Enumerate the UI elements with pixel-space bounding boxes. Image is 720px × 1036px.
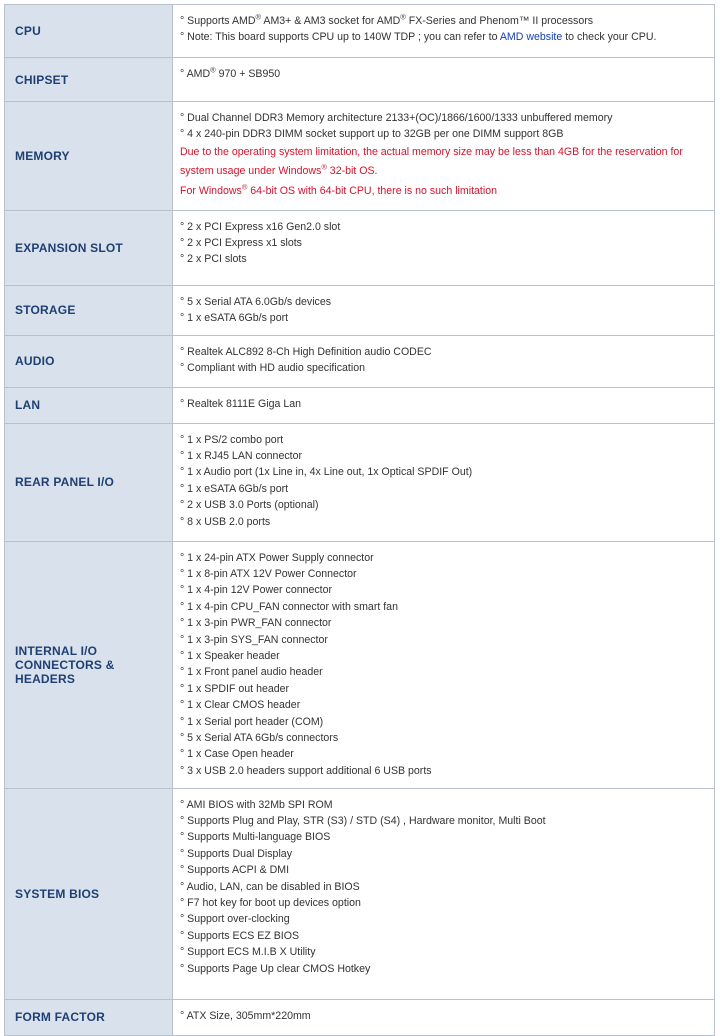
spec-text: ° Audio, LAN, can be disabled in BIOS: [180, 880, 360, 893]
spec-line: [180, 746, 708, 762]
spec-text: ° 5 x Serial ATA 6.0Gb/s devices: [180, 295, 332, 308]
spec-line: [180, 862, 708, 878]
spec-text: AM3+ & AM3 socket for AMD: [261, 15, 401, 27]
spec-label: CPU: [5, 5, 173, 58]
spec-line: [180, 13, 708, 29]
spec-line: [180, 464, 708, 480]
spec-value: [173, 541, 715, 788]
spec-label: REAR PANEL I/O: [5, 423, 173, 541]
spec-line: [180, 730, 708, 746]
spec-line: [180, 911, 708, 927]
spec-label: LAN: [5, 387, 173, 423]
spec-label: CHIPSET: [5, 58, 173, 102]
spec-text: ° 2 x PCI Express x16 Gen2.0 slot: [180, 220, 341, 233]
spec-text: ° 4 x 240-pin DDR3 DIMM socket support up to 32GB per one DIMM support 8GB: [180, 128, 564, 141]
spec-line: [180, 29, 708, 45]
spec-row: [5, 210, 715, 285]
spec-text: ° Supports AMD: [180, 15, 256, 27]
spec-text: ° 1 x Clear CMOS header: [180, 699, 301, 712]
spec-line: [180, 599, 708, 615]
spec-value: [173, 210, 715, 285]
spec-line: [180, 632, 708, 648]
spec-text: ° 5 x Serial ATA 6Gb/s connectors: [180, 732, 339, 745]
spec-line: [180, 251, 708, 267]
spec-line: [180, 648, 708, 664]
spec-text: ° 1 x Audio port (1x Line in, 4x Line out, 1x Optical SPDIF Out): [180, 466, 473, 479]
registered-mark: ®: [255, 12, 262, 22]
spec-text: ° Support ECS M.I.B X Utility: [180, 946, 316, 959]
spec-line: [180, 66, 708, 82]
spec-label: EXPANSION SLOT: [5, 210, 173, 285]
spec-text: ° 1 x 8-pin ATX 12V Power Connector: [180, 568, 357, 580]
spec-text: ° AMD: [180, 68, 211, 80]
amd-website-link[interactable]: AMD website: [499, 31, 563, 44]
spec-label: STORAGE: [5, 285, 173, 335]
spec-value: [173, 58, 715, 102]
spec-text: ° 1 x RJ45 LAN connector: [180, 450, 303, 462]
spec-line: [180, 344, 708, 360]
spec-text: ° Supports Plug and Play, STR (S3) / STD (S4) , Hardware monitor, Multi Boot: [180, 815, 546, 827]
spec-line: [180, 763, 708, 779]
spec-text: ° 1 x eSATA 6Gb/s port: [180, 482, 289, 495]
spec-label: INTERNAL I/O CONNECTORS & HEADERS: [5, 541, 173, 788]
spec-text: ° Supports Page Up clear CMOS Hotkey: [180, 962, 371, 975]
spec-row: [5, 335, 715, 387]
spec-line: [180, 944, 708, 960]
spec-line: [180, 829, 708, 845]
spec-text: 32-bit OS.: [326, 165, 378, 178]
spec-row: [5, 5, 715, 58]
spec-text: ° 3 x USB 2.0 headers support additional 6 USB ports: [180, 764, 432, 777]
spec-line: [180, 1008, 708, 1024]
spec-text: ° F7 hot key for boot up devices option: [180, 897, 361, 910]
spec-text: ° 1 x 24-pin ATX Power Supply connector: [180, 551, 374, 564]
spec-line: [180, 481, 708, 497]
spec-line: [180, 928, 708, 944]
spec-line: [180, 110, 708, 126]
spec-line: [180, 432, 708, 448]
spec-text: ° 1 x 4-pin 12V Power connector: [180, 584, 333, 597]
spec-line: [180, 294, 708, 310]
spec-row: [5, 541, 715, 788]
spec-row: [5, 387, 715, 423]
spec-line: [180, 797, 708, 813]
spec-line: [180, 566, 708, 582]
spec-line: [180, 219, 708, 235]
spec-note-line: [180, 143, 708, 163]
spec-line: [180, 879, 708, 895]
spec-value: [173, 788, 715, 999]
spec-text: ° 1 x Serial port header (COM): [180, 715, 324, 728]
spec-line: [180, 448, 708, 464]
spec-text: to check your CPU.: [562, 31, 657, 44]
spec-text: system usage under Windows: [180, 165, 322, 178]
spec-label: FORM FACTOR: [5, 999, 173, 1035]
spec-text: ° Supports ECS EZ BIOS: [180, 929, 300, 942]
spec-line: [180, 360, 708, 376]
spec-text: ° Supports ACPI & DMI: [180, 864, 290, 877]
spec-value: [173, 285, 715, 335]
spec-text: ° 1 x 3-pin PWR_FAN connector: [180, 617, 332, 630]
spec-value: [173, 999, 715, 1035]
spec-line: [180, 310, 708, 326]
spec-line: [180, 895, 708, 911]
spec-line: [180, 961, 708, 977]
spec-line: [180, 697, 708, 713]
spec-note-line: [180, 182, 708, 202]
spec-value: [173, 423, 715, 541]
registered-mark: ®: [241, 182, 248, 192]
spec-row: [5, 788, 715, 999]
spec-line: [180, 846, 708, 862]
spec-text: ° Supports Dual Display: [180, 847, 292, 860]
spec-text: ° Realtek ALC892 8-Ch High Definition audio CODEC: [180, 345, 432, 358]
spec-text: 970 + SB950: [215, 68, 281, 80]
spec-text: FX-Series and Phenom™ II processors: [405, 15, 594, 27]
spec-line: [180, 396, 708, 412]
spec-text: ° 1 x 4-pin CPU_FAN connector with smart fan: [180, 600, 398, 613]
spec-line: [180, 550, 708, 566]
spec-text: For Windows: [180, 185, 242, 197]
spec-line: [180, 681, 708, 697]
spec-text: ° 1 x 3-pin SYS_FAN connector: [180, 633, 328, 646]
spec-value: [173, 102, 715, 211]
spec-text: ° Compliant with HD audio specification: [180, 362, 366, 374]
spec-text: ° 1 x eSATA 6Gb/s port: [180, 312, 289, 324]
spec-line: [180, 615, 708, 631]
registered-mark: ®: [210, 65, 216, 75]
spec-line: [180, 126, 708, 142]
spec-value: [173, 335, 715, 387]
spec-line: [180, 235, 708, 251]
spec-label: SYSTEM BIOS: [5, 788, 173, 999]
spec-line: [180, 497, 708, 513]
spec-text: Due to the operating system limitation, the actual memory size may be less than 4GB for the reservation for: [180, 145, 683, 158]
spec-row: [5, 285, 715, 335]
spec-row: [5, 999, 715, 1035]
spec-text: ° Dual Channel DDR3 Memory architecture 2133+(OC)/1866/1600/1333 unbuffered memory: [180, 112, 613, 124]
spec-row: [5, 423, 715, 541]
spec-line: [180, 714, 708, 730]
spec-line: [180, 582, 708, 598]
spec-text: ° 2 x PCI Express x1 slots: [180, 237, 302, 249]
spec-text: ° 1 x SPDIF out header: [180, 682, 290, 695]
registered-mark: ®: [321, 162, 327, 172]
spec-text: ° 1 x PS/2 combo port: [180, 433, 284, 446]
spec-text: ° 1 x Speaker header: [180, 650, 280, 663]
spec-text: ° 1 x Front panel audio header: [180, 666, 323, 679]
spec-line: [180, 813, 708, 829]
spec-table: [4, 4, 715, 1036]
spec-row: [5, 58, 715, 102]
spec-value: [173, 387, 715, 423]
spec-line: [180, 514, 708, 530]
spec-text: 64-bit OS with 64-bit CPU, there is no such limitation: [247, 185, 497, 197]
spec-text: ° Supports Multi-language BIOS: [180, 831, 331, 844]
spec-text: ° Realtek 8111E Giga Lan: [180, 397, 302, 410]
spec-text: ° Support over-clocking: [180, 913, 290, 926]
spec-text: ° 2 x USB 3.0 Ports (optional): [180, 499, 319, 512]
spec-value: [173, 5, 715, 58]
spec-row: [5, 102, 715, 211]
spec-table-body: [5, 5, 715, 1036]
spec-text: ° 2 x PCI slots: [180, 253, 247, 266]
spec-note-line: [180, 162, 708, 182]
spec-line: [180, 664, 708, 680]
spec-label: MEMORY: [5, 102, 173, 211]
spec-text: ° Note: This board supports CPU up to 140W TDP ; you can refer to: [180, 31, 500, 44]
spec-text: ° AMI BIOS with 32Mb SPI ROM: [180, 798, 333, 811]
spec-text: ° 8 x USB 2.0 ports: [180, 515, 271, 528]
spec-text: ° 1 x Case Open header: [180, 748, 294, 761]
spec-label: AUDIO: [5, 335, 173, 387]
spec-text: ° ATX Size, 305mm*220mm: [180, 1009, 311, 1022]
registered-mark: ®: [400, 12, 406, 22]
